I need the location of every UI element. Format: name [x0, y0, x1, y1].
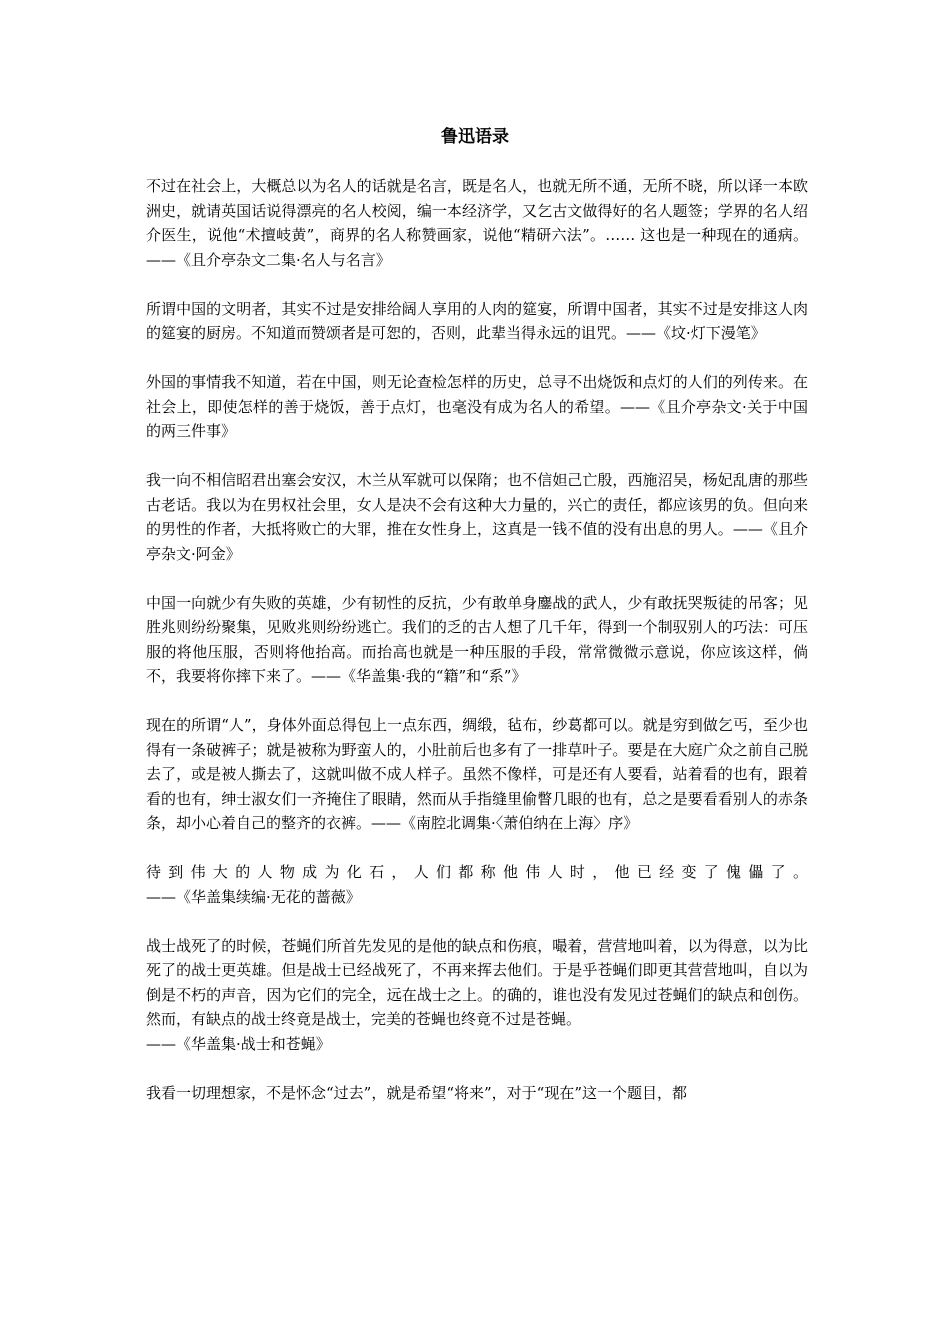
quote-source: ——《华盖集·战士和苍蝇》 — [146, 1034, 331, 1053]
quote-text: 所谓中国的文明者，其实不过是安排给阔人享用的人肉的筵宴，所谓中国者，其实不过是安排这人肉的筵宴的厨房。不知道而赞颂者是可恕的，否则，此辈当得永远的诅咒。——《坟·灯下漫笔》 — [146, 299, 808, 342]
quote-source: ——《且介亭杂文二集·名人与名言》 — [146, 250, 391, 269]
quote-item — [146, 297, 808, 346]
quote-item — [146, 174, 808, 272]
quote-source: ——《华盖集·我的“籍”和“系”》 — [311, 667, 527, 685]
quote-item — [146, 1081, 808, 1106]
quote-source: ——《且介亭杂文·阿金》 — [146, 520, 808, 563]
quote-list — [146, 174, 808, 1130]
quote-source: ——《华盖集续编·无花的蔷薇》 — [146, 887, 361, 906]
quote-text: 我看一切理想家，不是怀念“过去”，就是希望“将来”，对于“现在”这一个题目，都 — [146, 1083, 688, 1102]
quote-text: 现在的所谓“人”，身体外面总得包上一点东西，绸缎，毡布，纱葛都可以。就是穷到做乞丐，至少也得有一条破裤子；就是被称为野蛮人的，小肚前后也多有了一排草叶子。要是在大庭广众之前自己脱去了，或是被人撕去了，这就叫做不成人样子。虽然不像样，可是还有人要看，站着看的也有，跟着看的也有，绅士淑女们一齐掩住了眼睛，然而从手指缝里偷瞥几眼的也有，总之是要看看别人的赤条条，却小心着自己的整齐的衣裤。——《南腔北调集·〈萧伯纳在上海〉序》 — [146, 716, 808, 832]
quote-text: 中国一向就少有失败的英雄，少有韧性的反抗，少有敢单身鏖战的武人，少有敢抚哭叛徒的吊客；见胜兆则纷纷聚集，见败兆则纷纷逃亡。我们的乏的古人想了几千年，得到一个制驭别人的巧法：可压服的将他压服，否则将他抬高。而抬高也就是一种压服的手段，常常微微示意说，你应该这样，倘不，我要将你摔下来了。——《华盖集·我的“籍”和“系”》 — [146, 593, 808, 685]
quote-item — [146, 860, 808, 909]
quote-item — [146, 934, 808, 1057]
quote-text: 外国的事情我不知道，若在中国，则无论查检怎样的历史，总寻不出烧饭和点灯的人们的列传来。在社会上，即使怎样的善于烧饭，善于点灯，也毫没有成为名人的希望。——《且介亭杂文·关于中国的两三件事》 — [146, 373, 808, 440]
quote-item — [146, 713, 808, 836]
quote-text: 不过在社会上，大概总以为名人的话就是名言，既是名人，也就无所不通，无所不晓，所以译一本欧洲史，就请英国话说得漂亮的名人校阅，编一本经济学，又乞古文做得好的名人题签；学界的名人绍介医生，说他“术擅岐黄”，商界的名人称赞画家，说他“精研六法”。…… 这也是一种现在的通病。——《且介亭杂文二集·名人与名言》 — [146, 177, 808, 269]
quote-item — [146, 370, 808, 444]
quote-item — [146, 468, 808, 566]
quote-source: ——《南腔北调集·〈萧伯纳在上海〉序》 — [371, 814, 639, 832]
quote-source: ——《且介亭杂文·关于中国的两三件事》 — [146, 397, 808, 440]
quote-item — [146, 591, 808, 689]
quote-text: 战士战死了的时候，苍蝇们所首先发见的是他的缺点和伤痕，嘬着，营营地叫着，以为得意，以为比死了的战士更英雄。但是战士已经战死了，不再来挥去他们。于是乎苍蝇们即更其营营地叫，自以为倒是不朽的声音，因为它们的完全，远在战士之上。的确的，谁也没有发见过苍蝇们的缺点和创伤。然而，有缺点的战士终竟是战士，完美的苍蝇也终竟不过是苍蝇。 ——《华盖集·战士和苍蝇》 — [146, 934, 808, 1057]
page-title: 鲁迅语录 — [441, 127, 509, 147]
quote-text: 我一向不相信昭君出塞会安汉，木兰从军就可以保隋；也不信妲己亡殷，西施沼吴，杨妃乱唐的那些古老话。我以为在男权社会里，女人是决不会有这种大力量的，兴亡的责任，都应该男的负。但向来的男性的作者，大抵将败亡的大罪，推在女性身上，这真是一钱不值的没有出息的男人。——《且介亭杂文·阿金》 — [146, 471, 808, 563]
quote-text: 待到伟大的人物成为化石，人们都称他伟人时，他已经变了傀儡了。——《华盖集续编·无花的蔷薇》 — [146, 863, 808, 906]
quote-source: ——《坟·灯下漫笔》 — [626, 324, 766, 342]
